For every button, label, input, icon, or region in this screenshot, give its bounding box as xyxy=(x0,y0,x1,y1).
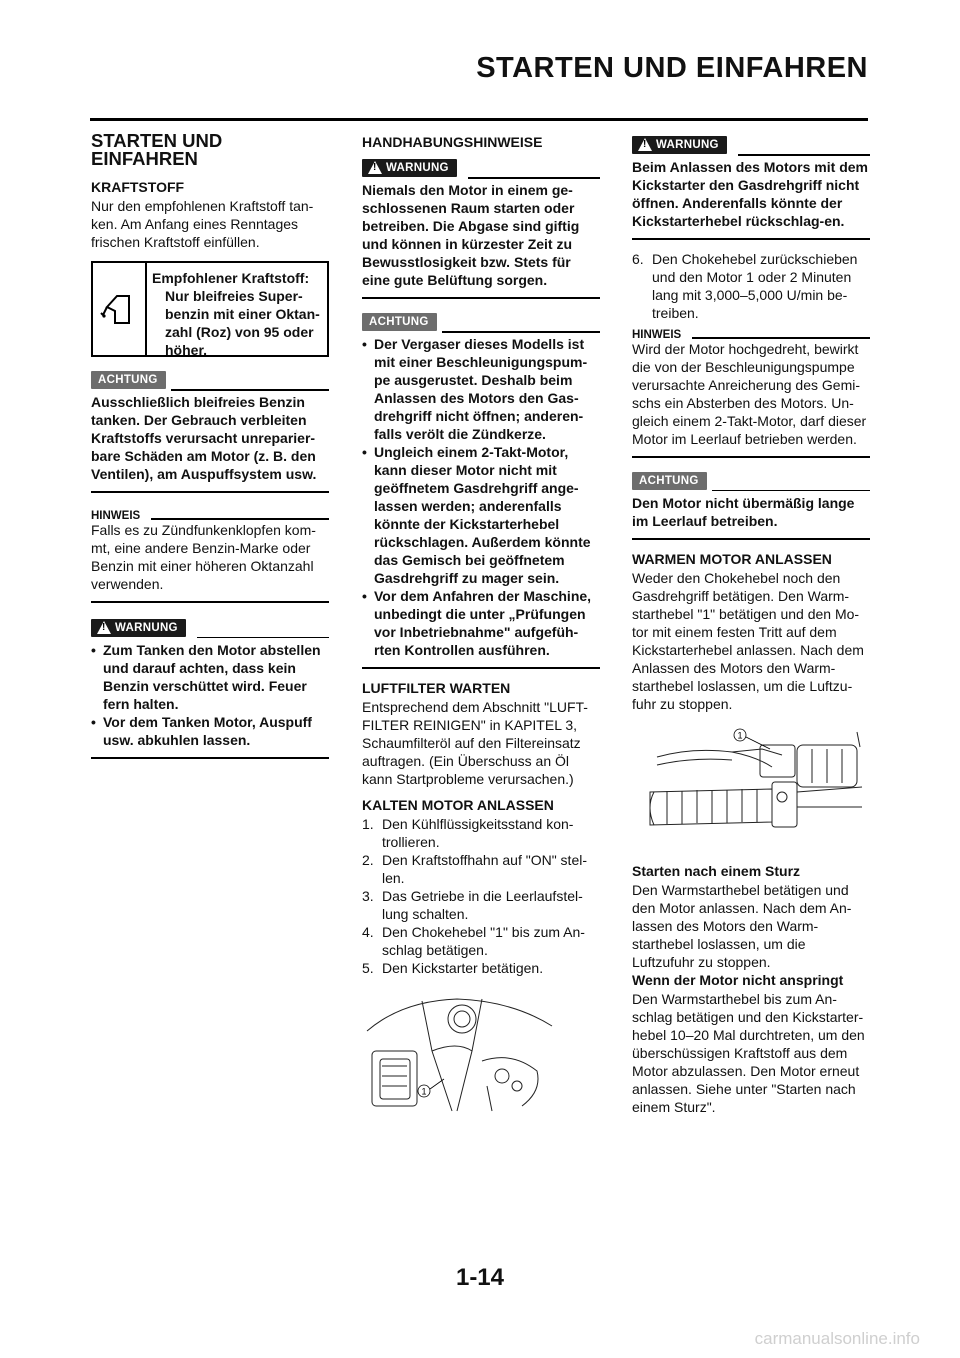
column-2 xyxy=(362,128,600,1120)
warnung-header xyxy=(632,134,870,158)
filter-heading: LUFTFILTER WARTEN xyxy=(362,680,511,696)
warnung-list xyxy=(91,641,329,749)
achtung-text: Den Motor nicht übermäßig lange im Leerlauf betreiben. xyxy=(632,494,855,529)
handling-heading: HANDHABUNGSHINWEISE xyxy=(362,134,543,150)
warning-triangle-icon xyxy=(638,138,652,151)
divider xyxy=(468,177,600,179)
fuel-pump-icon xyxy=(93,263,147,355)
hinweis-label: HINWEIS xyxy=(632,329,682,341)
warning-triangle-icon xyxy=(368,161,382,174)
list-item: 4. Den Chokehebel "1" bis zum An-schlag betätigen. xyxy=(362,924,585,958)
divider xyxy=(197,637,329,639)
list-item: • Ungleich einem 2-Takt-Motor, kann dieser Motor nicht mit geöffnetem Gasdrehgriff ange-lassen werden; anderenfalls könnte der Kickstarterhebel rückschlagen. Außerdem könnte das Gemisch bei geöffnetem Gasdrehgriff zu mager sein. xyxy=(362,443,600,587)
page-number: 1-14 xyxy=(455,1264,505,1291)
divider xyxy=(632,538,870,540)
divider xyxy=(362,297,600,299)
divider xyxy=(712,490,870,492)
hinweis-header xyxy=(91,507,329,521)
achtung-badge: ACHTUNG xyxy=(362,313,437,331)
fuel-box-label: Empfohlener Kraftstoff: xyxy=(152,270,310,286)
achtung-header xyxy=(362,311,600,335)
filter-text: Entsprechend dem Abschnitt "LUFT-FILTER REINIGEN" in KAPITEL 3, Schaumfilteröl auf den Filtereinsatz auftragen. (Ein Überschuss an Öl kann Startprobleme verursachen.) xyxy=(362,699,588,787)
hinweis-header xyxy=(632,326,870,340)
warnung-label: WARNUNG xyxy=(115,621,178,634)
warnung-label: WARNUNG xyxy=(656,139,719,151)
callout-1 xyxy=(418,1079,444,1097)
list-item: 2. Den Kraftstoffhahn auf "ON" stel-len. xyxy=(362,852,588,886)
fuel-box-line: zahl (Roz) von 95 oder xyxy=(165,324,314,340)
list-item: • Vor dem Anfahren der Maschine, unbedingt die unter „Prüfungen vor Inbetriebnahme" aufgefüh-rten Kontrollen ausführen. xyxy=(362,587,600,659)
cold-start-steps xyxy=(362,815,600,977)
fuel-recommendation-box xyxy=(91,261,329,357)
cold-start-heading: KALTEN MOTOR ANLASSEN xyxy=(362,797,554,813)
column-3 xyxy=(632,128,870,1116)
no-start-heading: Wenn der Motor nicht anspringt xyxy=(632,971,844,988)
fuel-box-line: Nur bleifreies Super- xyxy=(165,288,303,304)
hinweis-text: Falls es zu Zündfunkenklopfen kom-mt, eine andere Benzin-Marke oder Benzin mit einer höheren Oktanzahl verwenden. xyxy=(91,522,316,592)
choke-lever-figure xyxy=(362,991,600,1120)
fuel-box-line: höher. xyxy=(165,342,208,358)
achtung-text: Ausschließlich bleifreies Benzin tanken. Der Gebrauch verbleiten Kraftstoffs verursacht unreparier-bare Schäden am Motor (z. B. den Ventilen), am Auspuffsystem usw. xyxy=(91,394,317,482)
watermark: carmanualsonline.info xyxy=(754,1329,920,1348)
hot-start-lever-figure xyxy=(632,727,870,856)
hinweis-text: Wird der Motor hochgedreht, bewirkt die von der Beschleunigungspumpe verursachte Anreicherung des Gemi-schs ein Absterben des Motors. Un-gleich einem 2-Takt-Motor, darf dieser Motor im Leerlauf betrieben werden. xyxy=(632,341,867,447)
list-item: 5. Den Kickstarter betätigen. xyxy=(362,960,544,976)
achtung-header xyxy=(91,369,329,393)
fuel-heading: KRAFTSTOFF xyxy=(91,179,185,195)
warm-start-heading: WARMEN MOTOR ANLASSEN xyxy=(632,550,832,567)
divider xyxy=(91,601,329,603)
warnung-header xyxy=(91,617,329,641)
section-title: STARTEN UND EINFAHREN xyxy=(91,130,223,169)
list-item: 6. Den Chokehebel zurückschieben und den Motor 1 oder 2 Minuten lang mit 3,000–5,000 U/min be-treiben. xyxy=(632,251,858,321)
divider xyxy=(151,518,329,520)
list-item: • Vor dem Tanken Motor, Auspuff usw. abkuhlen lassen. xyxy=(91,713,329,749)
page-header-title: STARTEN UND EINFAHREN xyxy=(476,52,868,84)
crash-start-text: Den Warmstarthebel betätigen und den Motor anlassen. Nach dem An-lassen des Motors den Warm-starthebel loslassen, um die Luftzufuhr zu stoppen. xyxy=(632,881,852,970)
fuel-box-line: benzin mit einer Oktan- xyxy=(165,306,320,322)
callout-1 xyxy=(734,729,770,749)
choke-lever-illustration xyxy=(362,991,562,1116)
list-item: • Der Vergaser dieses Modells ist mit einer Beschleunigungspum-pe ausgerustet. Deshalb beim Anlassen des Motors den Gas-drehgriff nicht öffnen; anderen-falls verölt die Zündkerze. xyxy=(362,335,600,443)
svg-text:1: 1 xyxy=(421,1086,427,1097)
warnung-label: WARNUNG xyxy=(386,162,449,174)
divider xyxy=(738,154,870,156)
list-item: 1. Den Kühlflüssigkeitsstand kon-trollieren. xyxy=(362,816,574,850)
header-rule xyxy=(90,118,868,121)
divider xyxy=(442,331,600,333)
achtung-header xyxy=(632,470,870,494)
crash-start-heading: Starten nach einem Sturz xyxy=(632,862,801,879)
warnung-text: Beim Anlassen des Motors mit dem Kickstarter den Gasdrehgriff nicht öffnen. Anderenfalls könnte der Kickstarterhebel rückschlag-en. xyxy=(632,159,868,229)
divider xyxy=(362,667,600,669)
warnung-badge xyxy=(91,619,186,637)
warnung-badge xyxy=(362,159,457,177)
hot-start-lever-illustration xyxy=(632,727,870,852)
warm-up-step xyxy=(632,250,870,322)
fuel-box-text xyxy=(152,269,321,359)
fuel-text: Nur den empfohlenen Kraftstoff tan-ken. Am Anfang eines Renntages frischen Kraftstoff einfüllen. xyxy=(91,198,314,250)
list-item: • Zum Tanken den Motor abstellen und darauf achten, dass kein Benzin verschüttet wird. Feuer fern halten. xyxy=(91,641,329,713)
achtung-badge: ACHTUNG xyxy=(91,371,166,389)
warnung-text: Niemals den Motor in einem ge-schlossenen Raum starten oder betreiben. Die Abgase sind giftig und können in kürzester Zeit zu Bewusstlosigkeit bzw. Stets für eine gute Belüftung sorgen. xyxy=(362,182,580,288)
no-start-text: Den Warmstarthebel bis zum An-schlag betätigen und den Kickstarter-hebel 10–20 Mal durchtreten, um den überschüssigen Kraftstoff aus dem Motor abzulassen. Den Motor erneut anlassen. Siehe unter "Starten nach einem Sturz". xyxy=(632,990,865,1115)
warning-triangle-icon xyxy=(97,621,111,634)
warm-start-text: Weder den Chokehebel noch den Gasdrehgriff betätigen. Den Warm-starthebel "1" betätigen und den Mo-tor mit einem festen Tritt auf dem Kickstarterhebel anlassen. Nach dem Anlassen des Motors den Warm-starthebel loslassen, um die Luftzu-fuhr zu stoppen. xyxy=(632,569,864,712)
warnung-badge xyxy=(632,136,727,154)
achtung-badge: ACHTUNG xyxy=(632,472,707,490)
achtung-list xyxy=(362,335,600,659)
hinweis-label: HINWEIS xyxy=(91,510,141,522)
column-1 xyxy=(91,128,329,759)
svg-text:1: 1 xyxy=(737,730,743,740)
warnung-header xyxy=(362,157,600,181)
divider xyxy=(91,491,329,493)
divider xyxy=(632,238,870,240)
divider xyxy=(91,757,329,759)
divider xyxy=(171,389,329,391)
divider xyxy=(692,337,870,339)
list-item: 3. Das Getriebe in die Leerlaufstel-lung schalten. xyxy=(362,888,583,922)
divider xyxy=(632,456,870,458)
